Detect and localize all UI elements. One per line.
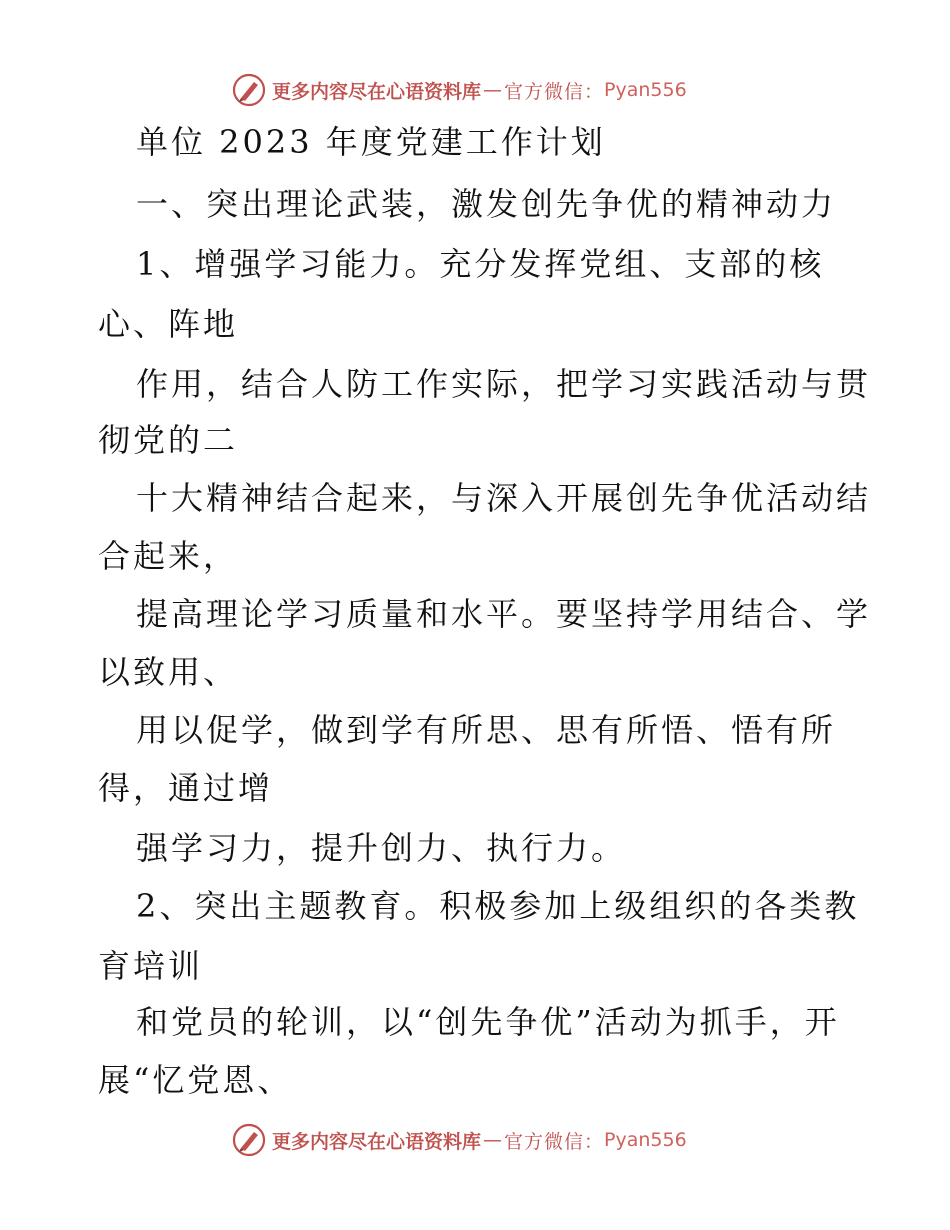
paragraph-line: 提高理论学习质量和水平。要坚持学用结合、学 [136,595,872,633]
footer-watermark-banner [232,1120,732,1160]
paragraph-line: 用以促学，做到学有所思、思有所悟、悟有所 [136,711,837,749]
paragraph-line: 心、阵地 [98,305,239,343]
paragraph-line: 合起来， [98,537,239,575]
pen-logo-icon [232,1123,266,1157]
paragraph-line: 2、突出主题教育。积极参加上级组织的各类教 [136,887,860,925]
pen-logo-icon [232,73,266,107]
header-watermark-banner [232,70,732,110]
paragraph-line: 彻党的二 [98,421,239,459]
document-title: 单位 2023 年度党建工作计划 [136,123,606,161]
paragraph-line: 1、增强学习能力。充分发挥党组、支部的核 [136,245,825,283]
banner-dash: — [483,1129,503,1151]
paragraph-line: 和党员的轮训，以“创先争优”活动为抓手，开 [136,1003,840,1041]
section-heading: 一、突出理论武装，激发创先争优的精神动力 [136,185,837,223]
paragraph-line: 展“忆党恩、 [98,1061,293,1099]
banner-main-text: 更多内容尽在心语资料库 [272,1130,482,1153]
paragraph-line: 强学习力，提升创力、执行力。 [136,829,627,867]
paragraph-line: 育培训 [98,947,204,985]
paragraph-line: 十大精神结合起来，与深入开展创先争优活动结 [136,479,872,517]
banner-wechat-id: Pyan556 [604,79,687,101]
banner-wechat-id: Pyan556 [604,1129,687,1151]
banner-wechat-label: 官方微信： [504,1130,605,1153]
banner-dash: — [483,79,503,101]
banner-main-text: 更多内容尽在心语资料库 [272,80,482,103]
paragraph-line: 得，通过增 [98,769,274,807]
banner-wechat-label: 官方微信： [504,80,605,103]
paragraph-line: 以致用、 [98,653,239,691]
paragraph-line: 作用，结合人防工作实际，把学习实践活动与贯 [136,365,872,403]
